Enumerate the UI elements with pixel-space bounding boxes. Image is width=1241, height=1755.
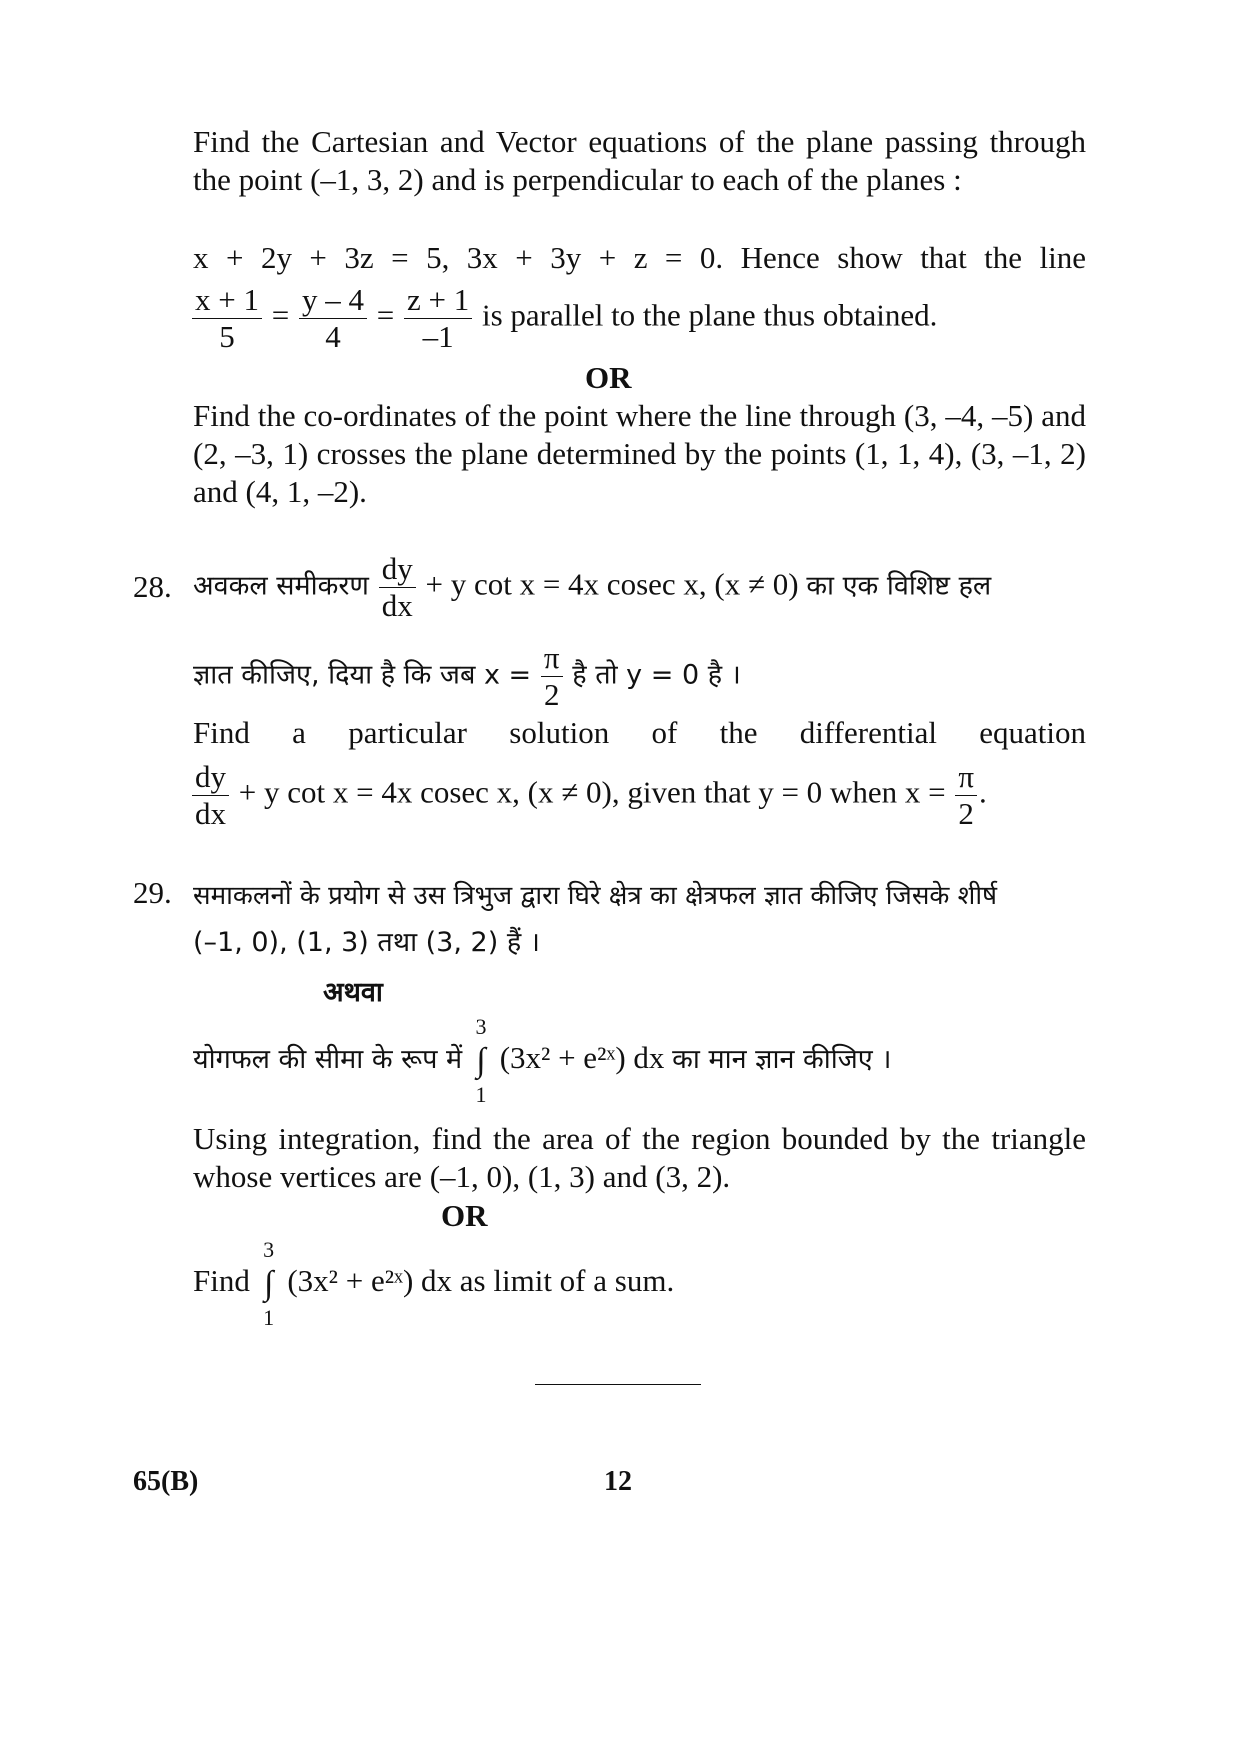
q27-para1-text: Find the Cartesian and Vector equations of the plane passing through the point (–1, 3, 2) and is perpendicular to each of the planes : bbox=[193, 124, 1086, 197]
or-label: OR bbox=[585, 360, 632, 395]
dy-dx-fraction-en: $\frac{dy}{dx}$ bbox=[192, 759, 229, 832]
q29-hindi-or: अथवा bbox=[323, 977, 383, 1008]
q27-tail: is parallel to the plane thus obtained. bbox=[481, 297, 938, 333]
q27-para2 bbox=[193, 397, 1086, 511]
q28-english-line1: Find a particular solution of the differential equation bbox=[193, 715, 1086, 750]
paper-code: 65(B) bbox=[133, 1466, 199, 1497]
q28-hindi-line1: अवकल समीकरण $\frac{dy}{dx}$ + y cot x = 4x cosec x, (x ≠ 0) का एक विशिष्ट हल bbox=[193, 551, 992, 623]
pi-over-2-en: $\frac{\pi}{2}$ bbox=[955, 759, 977, 832]
page-number: 12 bbox=[604, 1466, 632, 1497]
q29-english-limit: Find 3 ∫ 1 (3x² + e²ˣ) dx as limit of a sum. bbox=[193, 1237, 675, 1330]
q27-para1 bbox=[193, 123, 1086, 199]
fraction-3: $\frac{z + 1}{-1}$ bbox=[404, 282, 472, 355]
end-rule bbox=[535, 1384, 701, 1385]
fraction-1: $\frac{x + 1}{5}$ bbox=[192, 282, 262, 355]
q29-hindi-line2: (–1, 0), (1, 3) तथा (3, 2) हैं । bbox=[193, 927, 540, 958]
integral-sign-en: 3 ∫ 1 bbox=[263, 1237, 275, 1330]
q27-line-equation: $\frac{x + 1}{5}$ = $\frac{y - 4}{4}$ = $\frac{z + 1}{-1}$ is parallel to the plane thus obtained. bbox=[190, 282, 937, 355]
q27-para2-text: Find the co-ordinates of the point where the line through (3, –4, –5) and (2, –3, 1) crosses the plane determined by the points (1, 1, 4), (3, –1, 2) and (4, 1, –2). bbox=[193, 398, 1086, 509]
question-number-28: 28. bbox=[133, 569, 172, 604]
q28-english-line2: $\frac{dy}{dx}$ + y cot x = 4x cosec x, (x ≠ 0), given that y = 0 when x = $\frac{\pi}{2}$ . bbox=[190, 759, 987, 832]
pi-over-2: $\frac{\pi}{2}$ bbox=[541, 640, 563, 713]
q29-english-para: Using integration, find the area of the region bounded by the triangle whose vertices are (–1, 0), (1, 3) and (3, 2). bbox=[193, 1121, 1086, 1194]
integral-sign: 3 ∫ 1 bbox=[475, 1014, 487, 1107]
dy-dx-fraction: $\frac{dy}{dx}$ bbox=[379, 551, 416, 624]
fraction-2: $\frac{y - 4}{4}$ bbox=[299, 282, 367, 355]
q29-hindi-limit: योगफल की सीमा के रूप में 3 ∫ 1 (3x² + e²ˣ) dx का मान ज्ञान कीजिए । bbox=[193, 1014, 892, 1107]
q27-eq-text: x + 2y + 3z = 5, 3x + 3y + z = 0. Hence show that the line bbox=[193, 240, 1086, 275]
question-number-29: 29. bbox=[133, 875, 172, 910]
q27-equation-line bbox=[193, 239, 1086, 277]
q28-hindi-line2: ज्ञात कीजिए, दिया है कि जब x = $\frac{\pi}{2}$ है तो y = 0 है । bbox=[193, 640, 741, 712]
q29-hindi-line1: समाकलनों के प्रयोग से उस त्रिभुज द्वारा घिरे क्षेत्र का क्षेत्रफल ज्ञात कीजिए जिसके शीर्ष bbox=[193, 881, 998, 911]
or-label-2: OR bbox=[441, 1198, 488, 1233]
